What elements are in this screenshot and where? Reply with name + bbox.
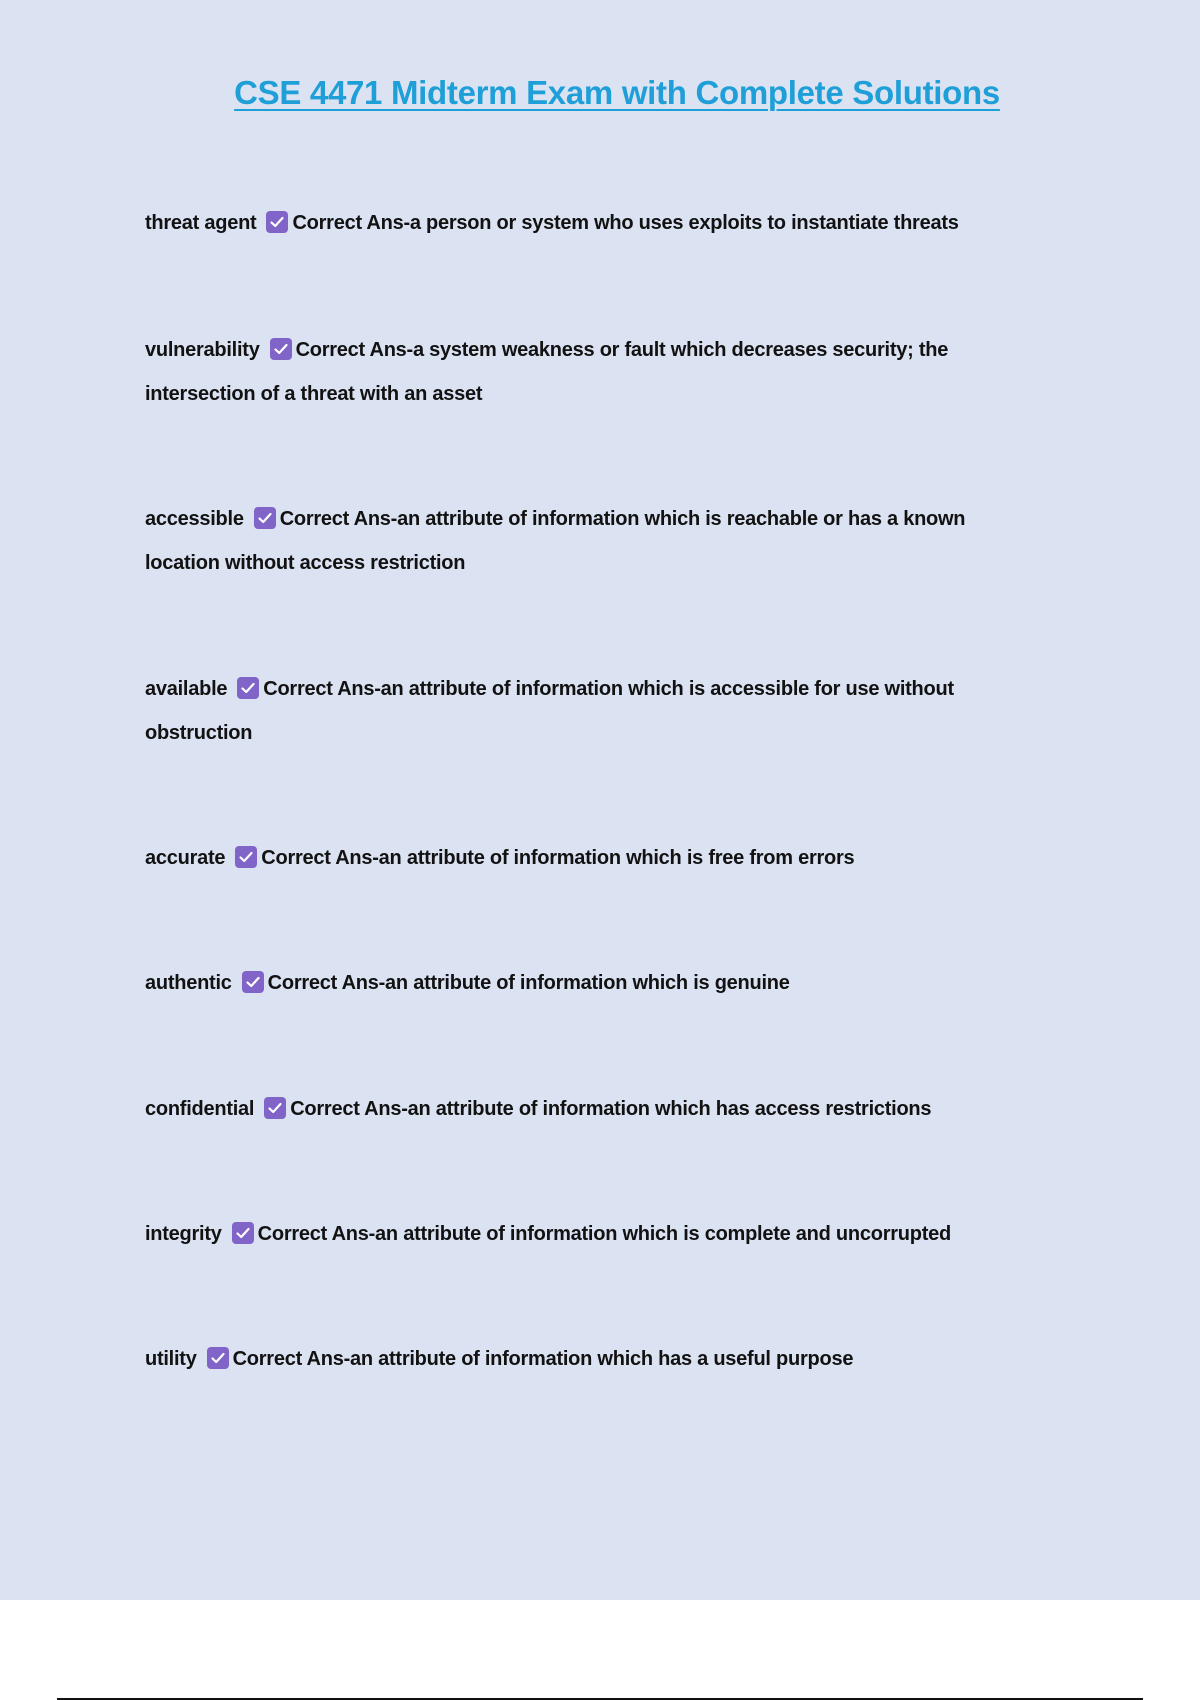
answer-text: Correct Ans-an attribute of information which has a useful purpose xyxy=(232,1348,854,1370)
checkbox-icon xyxy=(235,846,257,868)
term-label: authentic xyxy=(145,972,232,994)
term-label: utility xyxy=(145,1348,197,1370)
list-item xyxy=(145,1337,1045,1381)
term-label: vulnerability xyxy=(145,339,260,361)
checkbox-icon xyxy=(237,677,259,699)
answer-text: Correct Ans-an attribute of information which is complete and uncorrupted xyxy=(257,1223,951,1245)
answer-text: Correct Ans-an attribute of information which is reachable or has a known location without access restriction xyxy=(145,508,966,574)
answer-text: Correct Ans-an attribute of information which is accessible for use without obstruction xyxy=(145,678,954,744)
list-item xyxy=(145,961,1045,1005)
checkbox-icon xyxy=(207,1347,229,1369)
list-item xyxy=(145,497,1045,585)
checkbox-icon xyxy=(266,211,288,233)
answer-text: Correct Ans-a person or system who uses exploits to instantiate threats xyxy=(292,212,959,234)
answer-text: Correct Ans-a system weakness or fault which decreases security; the intersection of a threat with an asset xyxy=(145,339,949,405)
term-label: integrity xyxy=(145,1223,222,1245)
checkbox-icon xyxy=(270,338,292,360)
list-item xyxy=(145,1212,1045,1256)
list-item xyxy=(145,201,1045,245)
checkbox-icon xyxy=(254,507,276,529)
term-label: accessible xyxy=(145,508,244,530)
list-item xyxy=(145,1087,1045,1131)
term-label: accurate xyxy=(145,847,226,869)
answer-text: Correct Ans-an attribute of information which is free from errors xyxy=(261,847,855,869)
term-label: confidential xyxy=(145,1098,255,1120)
list-item xyxy=(145,667,1045,755)
answer-text: Correct Ans-an attribute of information which is genuine xyxy=(267,972,790,994)
checkbox-icon xyxy=(232,1222,254,1244)
document-title: CSE 4471 Midterm Exam with Complete Solutions xyxy=(234,74,1000,111)
term-label: available xyxy=(145,678,228,700)
answer-text: Correct Ans-an attribute of information which has access restrictions xyxy=(290,1098,932,1120)
list-item xyxy=(145,836,1045,880)
term-label: threat agent xyxy=(145,212,257,234)
checkbox-icon xyxy=(264,1097,286,1119)
checkbox-icon xyxy=(242,971,264,993)
list-item xyxy=(145,328,1045,416)
